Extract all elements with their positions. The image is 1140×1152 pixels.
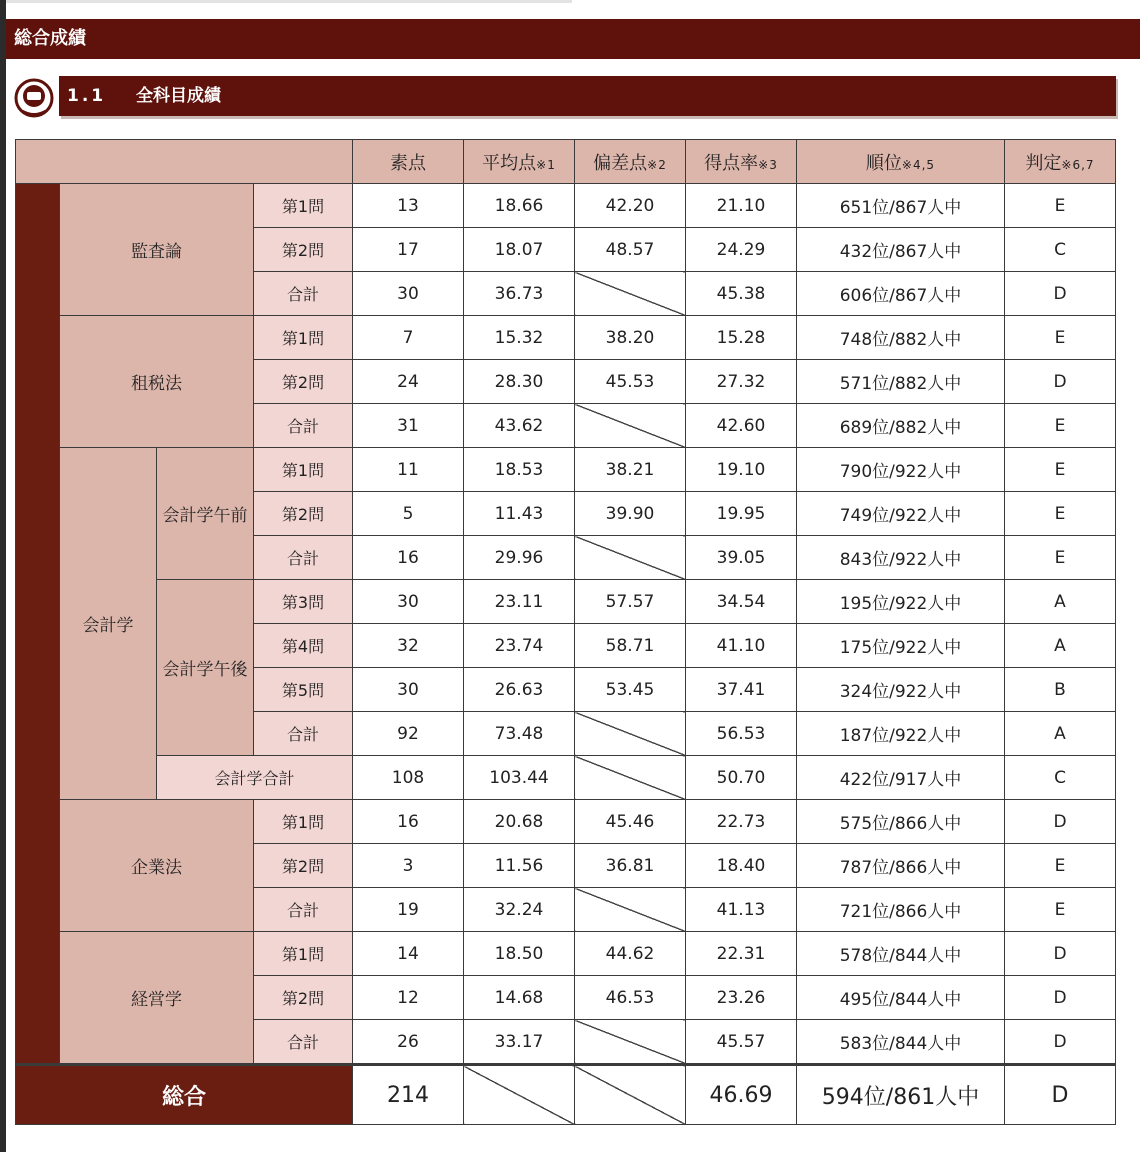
total-row xyxy=(16,1065,1116,1125)
average-cell: 11.56 xyxy=(464,844,575,888)
subject-accounting: 会計学 xyxy=(60,448,157,800)
score-cell: 14 xyxy=(353,932,464,976)
rate-cell: 15.28 xyxy=(686,316,797,360)
grade-cell: D xyxy=(1005,272,1116,316)
score-cell: 17 xyxy=(353,228,464,272)
rate-cell: 22.73 xyxy=(686,800,797,844)
section-heading xyxy=(59,76,1116,116)
rate-cell: 34.54 xyxy=(686,580,797,624)
grade-cell: C xyxy=(1005,756,1116,800)
row-group-spine xyxy=(16,184,60,1065)
deviation-cell: 39.90 xyxy=(575,492,686,536)
total-score: 214 xyxy=(353,1065,464,1125)
col-header-deviation: 偏差点※2 xyxy=(575,140,686,184)
average-cell: 14.68 xyxy=(464,976,575,1020)
grade-cell: E xyxy=(1005,844,1116,888)
score-cell: 26 xyxy=(353,1020,464,1065)
score-cell: 11 xyxy=(353,448,464,492)
grade-cell: D xyxy=(1005,976,1116,1020)
rank-cell: 495位/844人中 xyxy=(797,976,1005,1020)
grade-cell: A xyxy=(1005,712,1116,756)
total-rate: 46.69 xyxy=(686,1065,797,1125)
rate-cell: 23.26 xyxy=(686,976,797,1020)
question-label: 第3問 xyxy=(254,580,353,624)
deviation-cell: 46.53 xyxy=(575,976,686,1020)
rate-cell: 27.32 xyxy=(686,360,797,404)
subject-accounting-total: 会計学合計 xyxy=(157,756,353,800)
rank-cell: 721位/866人中 xyxy=(797,888,1005,932)
rank-cell: 843位/922人中 xyxy=(797,536,1005,580)
question-label: 合計 xyxy=(254,404,353,448)
table-row xyxy=(16,316,1116,360)
score-cell: 19 xyxy=(353,888,464,932)
question-label: 第1問 xyxy=(254,448,353,492)
deviation-cell-empty xyxy=(575,536,686,580)
rate-cell: 41.10 xyxy=(686,624,797,668)
rate-cell: 42.60 xyxy=(686,404,797,448)
deviation-cell: 38.21 xyxy=(575,448,686,492)
col-header-rate: 得点率※3 xyxy=(686,140,797,184)
rate-cell: 24.29 xyxy=(686,228,797,272)
average-cell: 32.24 xyxy=(464,888,575,932)
rate-cell: 41.13 xyxy=(686,888,797,932)
deviation-cell-empty xyxy=(575,404,686,448)
question-label: 第1問 xyxy=(254,184,353,228)
average-cell: 26.63 xyxy=(464,668,575,712)
rank-cell: 749位/922人中 xyxy=(797,492,1005,536)
rank-cell: 583位/844人中 xyxy=(797,1020,1005,1065)
rank-cell: 571位/882人中 xyxy=(797,360,1005,404)
rate-cell: 45.57 xyxy=(686,1020,797,1065)
section-number: 1.1 xyxy=(67,86,107,106)
deviation-cell-empty xyxy=(575,1020,686,1065)
average-cell: 73.48 xyxy=(464,712,575,756)
table-header-row xyxy=(16,140,1116,184)
deviation-cell: 36.81 xyxy=(575,844,686,888)
question-label: 第5問 xyxy=(254,668,353,712)
question-label: 第2問 xyxy=(254,844,353,888)
rank-cell: 787位/866人中 xyxy=(797,844,1005,888)
rank-cell: 422位/917人中 xyxy=(797,756,1005,800)
grade-cell: D xyxy=(1005,360,1116,404)
average-cell: 23.74 xyxy=(464,624,575,668)
rate-cell: 45.38 xyxy=(686,272,797,316)
grade-cell: D xyxy=(1005,1020,1116,1065)
score-cell: 30 xyxy=(353,580,464,624)
deviation-cell: 48.57 xyxy=(575,228,686,272)
rank-cell: 195位/922人中 xyxy=(797,580,1005,624)
question-label: 第2問 xyxy=(254,360,353,404)
deviation-cell-empty xyxy=(575,888,686,932)
deviation-cell-empty xyxy=(575,712,686,756)
question-label: 合計 xyxy=(254,272,353,316)
score-cell: 31 xyxy=(353,404,464,448)
grade-cell: E xyxy=(1005,448,1116,492)
average-cell: 33.17 xyxy=(464,1020,575,1065)
table-row xyxy=(16,448,1116,492)
table-row xyxy=(16,800,1116,844)
score-cell: 32 xyxy=(353,624,464,668)
grade-cell: A xyxy=(1005,624,1116,668)
score-cell: 16 xyxy=(353,800,464,844)
rank-cell: 187位/922人中 xyxy=(797,712,1005,756)
average-cell: 20.68 xyxy=(464,800,575,844)
question-label: 合計 xyxy=(254,888,353,932)
rank-cell: 324位/922人中 xyxy=(797,668,1005,712)
average-cell: 23.11 xyxy=(464,580,575,624)
deviation-cell-empty xyxy=(575,272,686,316)
score-cell: 108 xyxy=(353,756,464,800)
grade-cell: C xyxy=(1005,228,1116,272)
question-label: 第1問 xyxy=(254,800,353,844)
rate-cell: 39.05 xyxy=(686,536,797,580)
rank-cell: 748位/882人中 xyxy=(797,316,1005,360)
top-divider xyxy=(6,0,572,3)
deviation-cell-empty xyxy=(575,756,686,800)
grade-cell: D xyxy=(1005,932,1116,976)
question-label: 合計 xyxy=(254,1020,353,1065)
col-header-grade: 判定※6,7 xyxy=(1005,140,1116,184)
question-label: 第2問 xyxy=(254,976,353,1020)
score-cell: 13 xyxy=(353,184,464,228)
rate-cell: 19.10 xyxy=(686,448,797,492)
average-cell: 29.96 xyxy=(464,536,575,580)
grade-cell: E xyxy=(1005,888,1116,932)
question-label: 第2問 xyxy=(254,492,353,536)
average-cell: 18.50 xyxy=(464,932,575,976)
deviation-cell: 57.57 xyxy=(575,580,686,624)
average-cell: 28.30 xyxy=(464,360,575,404)
grade-cell: E xyxy=(1005,536,1116,580)
question-label: 第1問 xyxy=(254,932,353,976)
question-label: 第2問 xyxy=(254,228,353,272)
average-cell: 103.44 xyxy=(464,756,575,800)
rank-cell: 432位/867人中 xyxy=(797,228,1005,272)
deviation-cell: 58.71 xyxy=(575,624,686,668)
section-title: 全科目成績 xyxy=(136,86,222,106)
score-cell: 3 xyxy=(353,844,464,888)
table-row xyxy=(16,184,1116,228)
grade-cell: E xyxy=(1005,184,1116,228)
subject-business: 経営学 xyxy=(60,932,254,1065)
table-row xyxy=(16,756,1116,800)
page-title xyxy=(6,19,1140,59)
average-cell: 18.07 xyxy=(464,228,575,272)
score-cell: 30 xyxy=(353,272,464,316)
header-blank xyxy=(16,140,353,184)
grade-cell: E xyxy=(1005,404,1116,448)
deviation-cell: 53.45 xyxy=(575,668,686,712)
rate-cell: 37.41 xyxy=(686,668,797,712)
score-cell: 7 xyxy=(353,316,464,360)
subject-tax: 租税法 xyxy=(60,316,254,448)
col-header-average: 平均点※1 xyxy=(464,140,575,184)
average-cell: 43.62 xyxy=(464,404,575,448)
question-label: 第4問 xyxy=(254,624,353,668)
section-badge-icon xyxy=(14,78,54,118)
grade-cell: A xyxy=(1005,580,1116,624)
score-cell: 30 xyxy=(353,668,464,712)
rank-cell: 606位/867人中 xyxy=(797,272,1005,316)
rank-cell: 575位/866人中 xyxy=(797,800,1005,844)
question-label: 第1問 xyxy=(254,316,353,360)
rank-cell: 790位/922人中 xyxy=(797,448,1005,492)
score-cell: 12 xyxy=(353,976,464,1020)
score-cell: 5 xyxy=(353,492,464,536)
total-label: 総合 xyxy=(16,1065,353,1125)
score-cell: 24 xyxy=(353,360,464,404)
average-cell: 36.73 xyxy=(464,272,575,316)
deviation-cell: 42.20 xyxy=(575,184,686,228)
average-cell: 18.66 xyxy=(464,184,575,228)
table-row xyxy=(16,580,1116,624)
col-header-score: 素点 xyxy=(353,140,464,184)
subject-accounting-pm: 会計学午後 xyxy=(157,580,254,756)
total-deviation-empty xyxy=(575,1065,686,1125)
rank-cell: 689位/882人中 xyxy=(797,404,1005,448)
rate-cell: 21.10 xyxy=(686,184,797,228)
deviation-cell: 45.53 xyxy=(575,360,686,404)
deviation-cell: 44.62 xyxy=(575,932,686,976)
grade-cell: B xyxy=(1005,668,1116,712)
rate-cell: 50.70 xyxy=(686,756,797,800)
col-header-rank: 順位※4,5 xyxy=(797,140,1005,184)
question-label: 合計 xyxy=(254,536,353,580)
subject-corporate-law: 企業法 xyxy=(60,800,254,932)
grade-cell: E xyxy=(1005,316,1116,360)
rate-cell: 18.40 xyxy=(686,844,797,888)
score-cell: 16 xyxy=(353,536,464,580)
deviation-cell: 38.20 xyxy=(575,316,686,360)
subject-audit: 監査論 xyxy=(60,184,254,316)
rate-cell: 56.53 xyxy=(686,712,797,756)
rank-cell: 175位/922人中 xyxy=(797,624,1005,668)
rate-cell: 22.31 xyxy=(686,932,797,976)
total-rank: 594位/861人中 xyxy=(797,1065,1005,1125)
total-grade: D xyxy=(1005,1065,1116,1125)
rate-cell: 19.95 xyxy=(686,492,797,536)
rank-cell: 578位/844人中 xyxy=(797,932,1005,976)
average-cell: 15.32 xyxy=(464,316,575,360)
average-cell: 11.43 xyxy=(464,492,575,536)
total-average-empty xyxy=(464,1065,575,1125)
table-row xyxy=(16,932,1116,976)
question-label: 合計 xyxy=(254,712,353,756)
rank-cell: 651位/867人中 xyxy=(797,184,1005,228)
page-title-text: 総合成績 xyxy=(14,28,86,49)
left-page-rule xyxy=(0,0,6,1152)
score-cell: 92 xyxy=(353,712,464,756)
deviation-cell: 45.46 xyxy=(575,800,686,844)
grade-cell: D xyxy=(1005,800,1116,844)
average-cell: 18.53 xyxy=(464,448,575,492)
grades-table xyxy=(15,139,1116,1125)
grade-cell: E xyxy=(1005,492,1116,536)
subject-accounting-am: 会計学午前 xyxy=(157,448,254,580)
